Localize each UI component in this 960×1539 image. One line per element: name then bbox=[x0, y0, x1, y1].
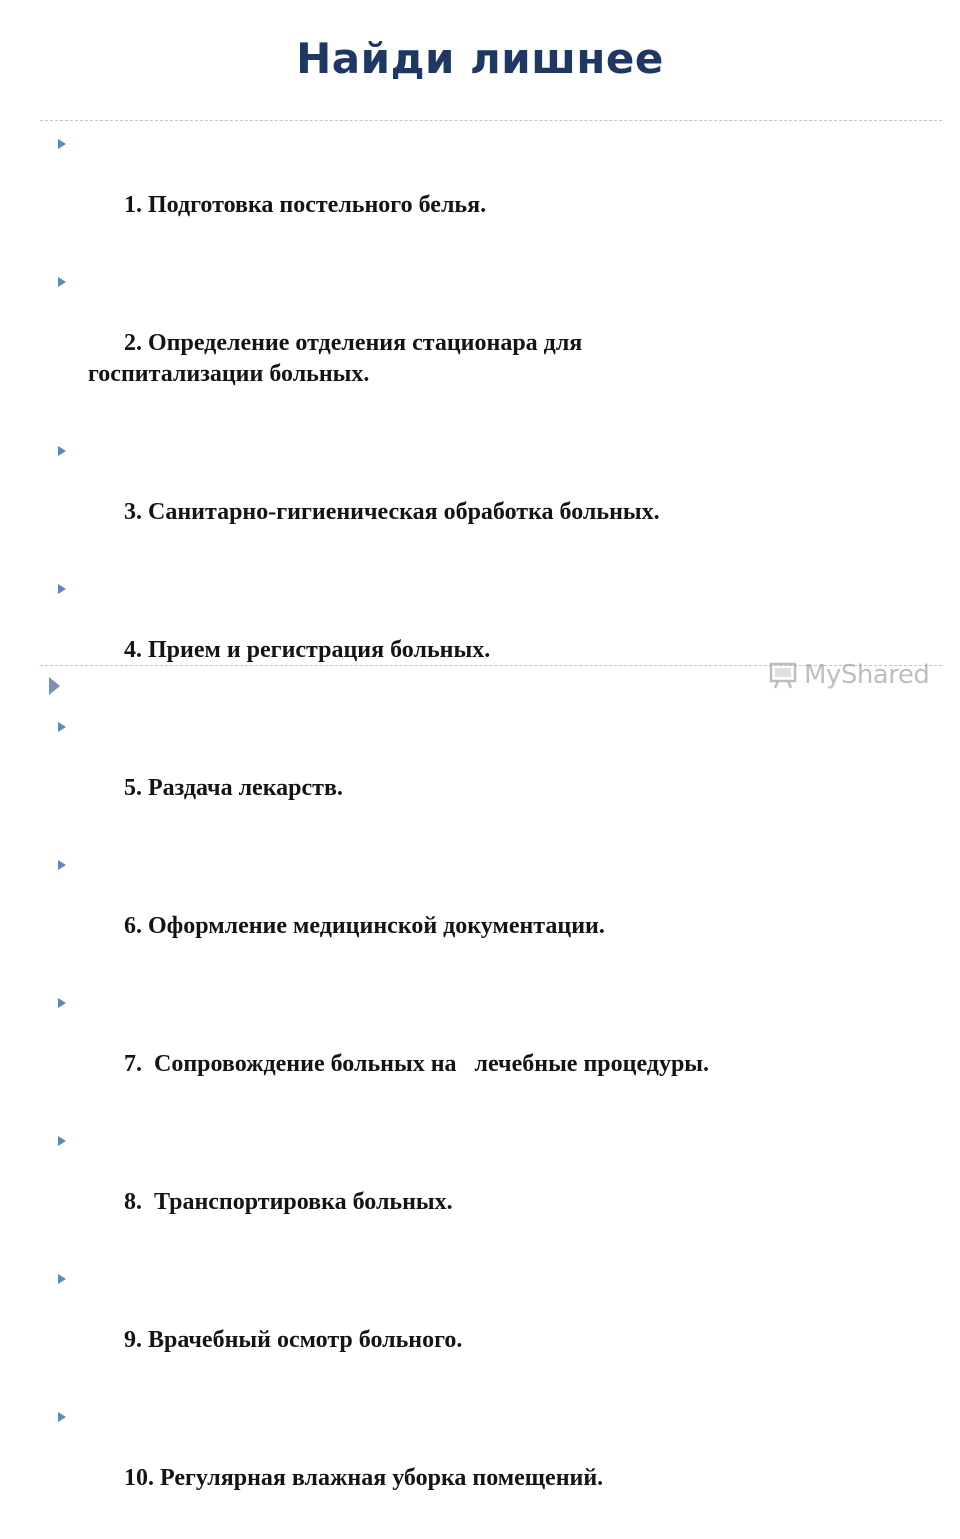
triangle-bullet-icon bbox=[58, 446, 66, 456]
list-item bbox=[56, 128, 916, 252]
list-item bbox=[56, 435, 916, 559]
list-item bbox=[56, 1125, 916, 1249]
presentation-board-icon bbox=[768, 660, 798, 690]
triangle-bullet-icon bbox=[58, 1136, 66, 1146]
triangle-bullet-icon bbox=[58, 722, 66, 732]
list-item-text: 10. Регулярная влажная уборка помещений. bbox=[124, 1465, 604, 1491]
list-item bbox=[56, 266, 728, 421]
triangle-bullet-icon bbox=[58, 584, 66, 594]
slide-title: Найди лишнее bbox=[296, 34, 664, 83]
list-item-text: 1. Подготовка постельного белья. bbox=[124, 192, 487, 218]
list-item bbox=[56, 1401, 916, 1525]
list-item-text: 2. Определение отделения стационара для госпитализации больных. bbox=[88, 330, 589, 387]
list-item-text: 5. Раздача лекарств. bbox=[124, 775, 343, 801]
list-item bbox=[56, 711, 916, 835]
list-item bbox=[56, 987, 916, 1111]
corner-triangle-icon bbox=[49, 677, 60, 695]
list-item bbox=[56, 1263, 916, 1387]
list-item-text: 3. Санитарно-гигиеническая обработка больных. bbox=[124, 499, 660, 525]
list-item-text: 4. Прием и регистрация больных. bbox=[124, 637, 491, 663]
top-divider bbox=[40, 120, 942, 121]
list-item bbox=[56, 849, 916, 973]
triangle-bullet-icon bbox=[58, 139, 66, 149]
list-item-text: 7. Сопровождение больных на лечебные процедуры. bbox=[124, 1051, 710, 1077]
triangle-bullet-icon bbox=[58, 1412, 66, 1422]
list-item-text: 8. Транспортировка больных. bbox=[124, 1189, 453, 1215]
watermark-text: MyShared bbox=[804, 660, 930, 690]
bullet-list bbox=[56, 128, 916, 1539]
list-item-text: 6. Оформление медицинской документации. bbox=[124, 913, 605, 939]
triangle-bullet-icon bbox=[58, 998, 66, 1008]
triangle-bullet-icon bbox=[58, 1274, 66, 1284]
list-item-text: 9. Врачебный осмотр больного. bbox=[124, 1327, 463, 1353]
triangle-bullet-icon bbox=[58, 860, 66, 870]
watermark bbox=[768, 655, 929, 695]
triangle-bullet-icon bbox=[58, 277, 66, 287]
